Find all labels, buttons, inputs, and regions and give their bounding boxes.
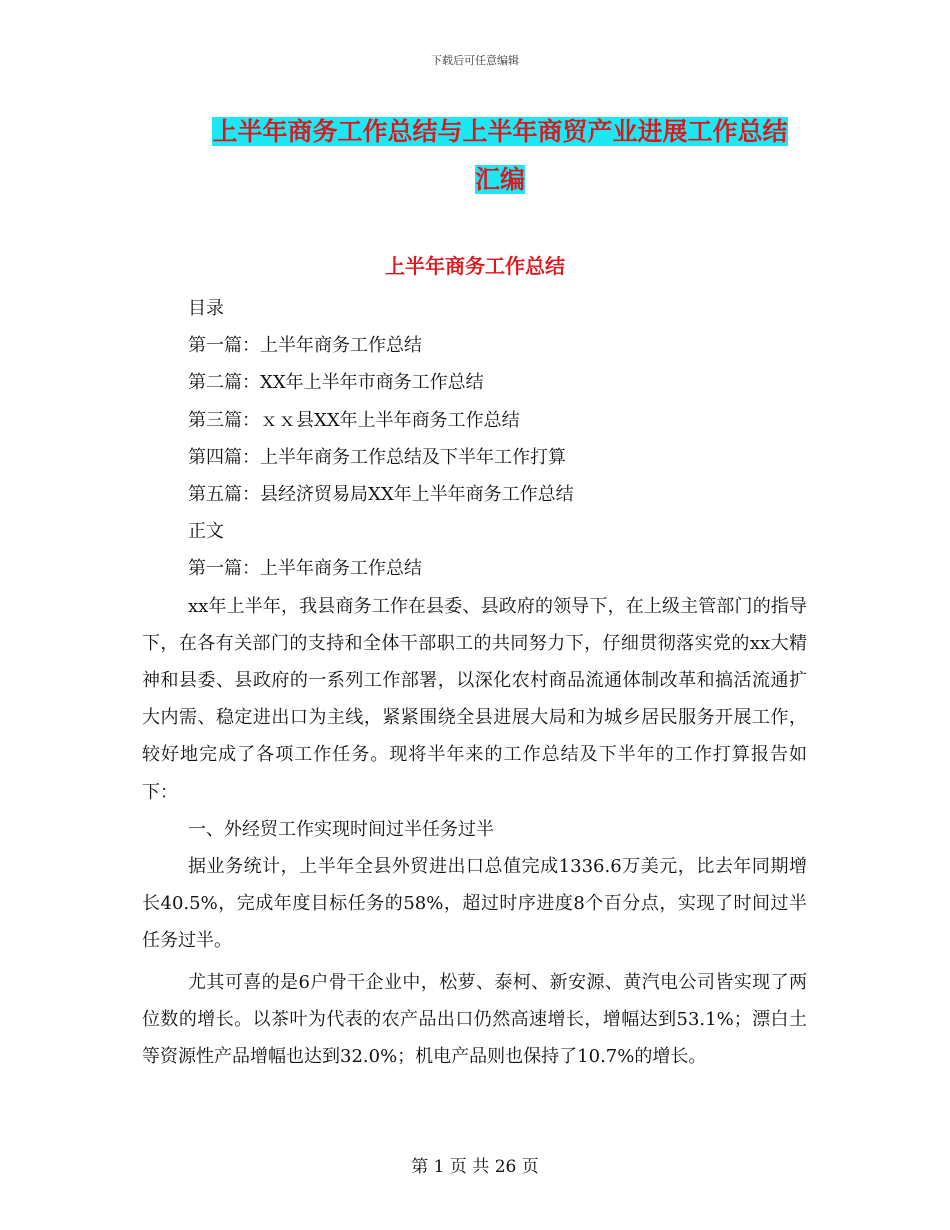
chapter-heading: 第一篇：上半年商务工作总结 (188, 558, 422, 580)
toc-item-1: 第一篇：上半年商务工作总结 (188, 335, 422, 357)
paragraph-intro: xx年上半年，我县商务工作在县委、县政府的领导下，在上级主管部门的指导下，在各有关部门的支持和全体干部职工的共同努力下，仔细贯彻落实党的xx大精神和县委、县政府的一系列工作部署，以深化农村商品流通体制改革和搞活流通扩大内需、稳定进出口为主线，紧紧围绕全县进展大局和为城乡居民服务开展工作，较好地完成了各项工作任务。现将半年来的工作总结及下半年的工作打算报告如下： (142, 595, 807, 803)
body-label: 正文 (188, 521, 224, 543)
subheading-foreign-trade: 一、外经贸工作实现时间过半任务过半 (188, 818, 494, 840)
toc-item-5: 第五篇：县经济贸易局XX年上半年商务工作总结 (188, 484, 574, 506)
page-footer: 第 1 页 共 26 页 (411, 1157, 539, 1177)
document-title (150, 108, 850, 204)
paragraph-trade-statistics: 据业务统计，上半年全县外贸进出口总值完成1336.6万美元，比去年同期增长40.5%，完成年度目标任务的58%，超过时序进度8个百分点，实现了时间过半任务过半。 (142, 856, 807, 952)
toc-item-2: 第二篇：XX年上半年市商务工作总结 (188, 372, 484, 394)
document-title-line-2: 汇编 (474, 165, 525, 194)
document-body (142, 290, 807, 1075)
paragraph-key-enterprises: 尤其可喜的是6户骨干企业中，松萝、泰柯、新安源、黄汽电公司皆实现了两位数的增长。以茶叶为代表的农产品出口仍然高速增长，增幅达到53.1%；漂白土等资源性产品增幅也达到32.0%；机电产品则也保持了10.7%的增长。 (142, 971, 807, 1068)
header-note: 下载后可任意编辑 (431, 54, 519, 67)
document-title-line-1: 上半年商务工作总结与上半年商贸产业进展工作总结 (212, 117, 788, 146)
toc-item-4: 第四篇：上半年商务工作总结及下半年工作打算 (188, 446, 566, 468)
section-title: 上半年商务工作总结 (385, 254, 565, 278)
toc-item-3: 第三篇：ｘｘ县XX年上半年商务工作总结 (188, 409, 520, 431)
toc-label: 目录 (188, 298, 224, 319)
